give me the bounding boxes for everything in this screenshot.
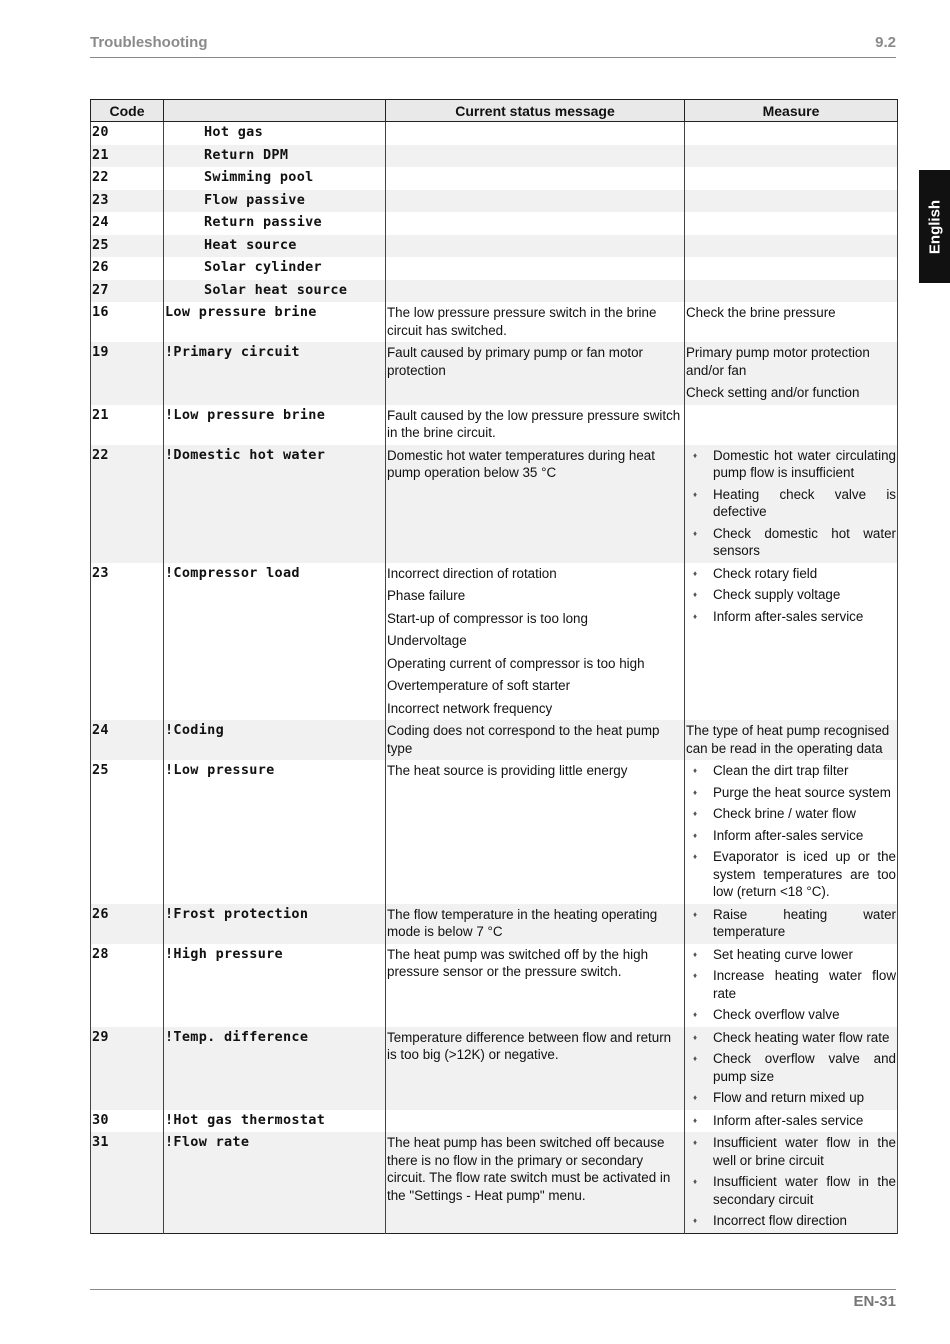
status-message: Incorrect network frequency [387,700,553,716]
status-message: Domestic hot water temperatures during heat pump operation below 35 °C [387,447,655,480]
status-message-cell [386,563,685,721]
table-row [91,1027,898,1110]
table-row [91,944,898,1027]
measure-item: ♦ Insufficient water flow in the well or brine circuit [686,1134,896,1169]
measure-cell [685,944,898,1027]
display-text: !Hot gas thermostat [164,1110,386,1133]
display-text: Solar cylinder [164,257,386,280]
column-header-status: Current status message [386,100,685,122]
status-message-cell [386,342,685,405]
measure-cell [685,190,898,213]
status-message-cell [386,1132,685,1233]
status-message-cell [386,904,685,944]
measure-list [686,1134,896,1230]
status-message-cell [386,720,685,760]
display-text: !Frost protection [164,904,386,944]
status-message: The low pressure pressure switch in the brine circuit has switched. [387,305,657,338]
display-text: Hot gas [164,122,386,145]
status-message-cell [386,1027,685,1110]
display-text: !High pressure [164,944,386,1027]
display-text: Solar heat source [164,280,386,303]
table-row [91,445,898,563]
display-text: !Flow rate [164,1132,386,1233]
table-row [91,235,898,258]
measure-item: ♦ Evaporator is iced up or the system temperatures are too low (return <18 °C). [686,848,896,901]
display-text: Heat source [164,235,386,258]
fault-code: 28 [91,944,164,1027]
table-row [91,145,898,168]
measure-cell [685,257,898,280]
status-message-cell [386,167,685,190]
display-text: !Low pressure brine [164,405,386,445]
measure-cell [685,122,898,145]
status-message: The heat pump has been switched off because there is no flow in the primary or secondary circuit. The flow rate switch must be activated in the "Settings - Heat pump" menu. [387,1135,671,1203]
measure-cell [685,212,898,235]
status-message: Temperature difference between flow and return is too big (>12K) or negative. [387,1029,672,1062]
display-text: !Coding [164,720,386,760]
table-row [91,1110,898,1133]
table-row [91,280,898,303]
display-text: !Low pressure [164,760,386,904]
measure-list [686,762,896,901]
display-text: Return passive [164,212,386,235]
measure-cell [685,167,898,190]
status-message: Fault caused by the low pressure pressure switch in the brine circuit. [387,407,681,440]
measure-item: ♦ Check overflow valve [686,1006,896,1024]
measure-item: ♦ Inform after-sales service [686,827,896,845]
measure-item: ♦ Check overflow valve and pump size [686,1050,896,1085]
measure-item: ♦ Heating check valve is defective [686,486,896,521]
fault-code: 24 [91,212,164,235]
measure-cell [685,445,898,563]
measure-item: ♦ Inform after-sales service [686,608,896,626]
measure-item: ♦ Insufficient water flow in the secondary circuit [686,1173,896,1208]
fault-code: 22 [91,445,164,563]
table-row [91,167,898,190]
display-text: Low pressure brine [164,302,386,342]
status-message-cell [386,405,685,445]
header-section-number: 9.2 [875,34,896,51]
table-row [91,212,898,235]
table-body [91,122,898,1234]
measure-item: ♦ Inform after-sales service [686,1112,896,1130]
fault-code: 21 [91,145,164,168]
display-text: !Temp. difference [164,1027,386,1110]
status-message: Start-up of compressor is too long [387,610,588,626]
status-message-cell [386,445,685,563]
status-message-cell [386,944,685,1027]
measure-list [686,565,896,626]
fault-code: 25 [91,235,164,258]
fault-code: 16 [91,302,164,342]
fault-code: 21 [91,405,164,445]
measure-cell [685,904,898,944]
status-message-cell [386,190,685,213]
measure-item: ♦ Set heating curve lower [686,946,896,964]
fault-code: 27 [91,280,164,303]
table-row [91,760,898,904]
measure-text: The type of heat pump recognised can be read in the operating data [686,723,890,756]
status-message: Incorrect direction of rotation [387,565,557,581]
status-message-cell [386,760,685,904]
measure-item: ♦ Purge the heat source system [686,784,896,802]
status-message: Undervoltage [387,633,467,648]
status-message: Phase failure [387,588,466,603]
measure-cell [685,760,898,904]
fault-code: 26 [91,904,164,944]
status-message: Coding does not correspond to the heat pump type [387,723,660,756]
column-header-code: Code [91,100,164,122]
fault-code: 20 [91,122,164,145]
fault-code: 31 [91,1132,164,1233]
status-message-cell [386,145,685,168]
measure-cell [685,342,898,405]
table-row [91,190,898,213]
measure-list [686,946,896,1024]
status-message: Operating current of compressor is too high [387,655,645,671]
status-message-cell [386,302,685,342]
fault-code: 23 [91,190,164,213]
measure-item: ♦ Check heating water flow rate [686,1029,896,1047]
display-text: Return DPM [164,145,386,168]
page-header [90,33,896,58]
table-row [91,302,898,342]
table-row [91,257,898,280]
status-message: The heat pump was switched off by the high pressure sensor or the pressure switch. [387,946,649,979]
measure-cell [685,720,898,760]
troubleshooting-table [90,99,898,1234]
measure-cell [685,280,898,303]
fault-code: 30 [91,1110,164,1133]
measure-item: ♦ Increase heating water flow rate [686,967,896,1002]
measure-item: ♦ Check domestic hot water sensors [686,525,896,560]
table-row [91,720,898,760]
measure-cell [685,1110,898,1133]
measure-item: ♦ Flow and return mixed up [686,1089,896,1107]
display-text: !Primary circuit [164,342,386,405]
measure-cell [685,563,898,721]
measure-cell [685,405,898,445]
measure-list [686,447,896,560]
display-text: Flow passive [164,190,386,213]
measure-cell [685,235,898,258]
table-row [91,563,898,721]
measure-item: ♦ Check brine / water flow [686,805,896,823]
measure-text: Primary pump motor protection and/or fan [686,345,870,378]
table-row [91,405,898,445]
fault-code: 26 [91,257,164,280]
column-header-display-text [164,100,386,122]
fault-code: 24 [91,720,164,760]
status-message-cell [386,1110,685,1133]
measure-list [686,906,896,941]
table-row [91,904,898,944]
measure-cell [685,145,898,168]
measure-text: Check the brine pressure [686,305,836,320]
measure-cell [685,302,898,342]
column-header-measure: Measure [685,100,898,122]
status-message: The heat source is providing little energy [387,763,628,778]
table-row [91,342,898,405]
status-message-cell [386,212,685,235]
status-message-cell [386,257,685,280]
measure-cell [685,1027,898,1110]
fault-code: 19 [91,342,164,405]
measure-item: ♦ Incorrect flow direction [686,1212,896,1230]
measure-item: ♦ Clean the dirt trap filter [686,762,896,780]
table-row [91,122,898,145]
fault-code: 29 [91,1027,164,1110]
status-message-cell [386,280,685,303]
measure-item: ♦ Check supply voltage [686,586,896,604]
language-tab [919,170,950,283]
status-message: The flow temperature in the heating operating mode is below 7 °C [387,906,658,939]
measure-item: ♦ Domestic hot water circulating pump flow is insufficient [686,447,896,482]
fault-code: 22 [91,167,164,190]
table-row [91,1132,898,1233]
table-header-row [91,100,898,122]
measure-cell [685,1132,898,1233]
status-message: Fault caused by primary pump or fan motor protection [387,345,644,378]
measure-item: ♦ Raise heating water temperature [686,906,896,941]
measure-list [686,1112,896,1130]
header-title: Troubleshooting [90,34,208,51]
display-text: Swimming pool [164,167,386,190]
fault-code: 25 [91,760,164,904]
display-text: !Domestic hot water [164,445,386,563]
status-message: Overtemperature of soft starter [387,678,571,693]
fault-code: 23 [91,563,164,721]
measure-item: ♦ Check rotary field [686,565,896,583]
measure-text: Check setting and/or function [686,385,860,400]
page-number: EN-31 [853,1293,896,1310]
measure-list [686,1029,896,1107]
display-text: !Compressor load [164,563,386,721]
status-message-cell [386,122,685,145]
language-tab-label: English [926,199,943,254]
status-message-cell [386,235,685,258]
page-footer [90,1289,896,1310]
